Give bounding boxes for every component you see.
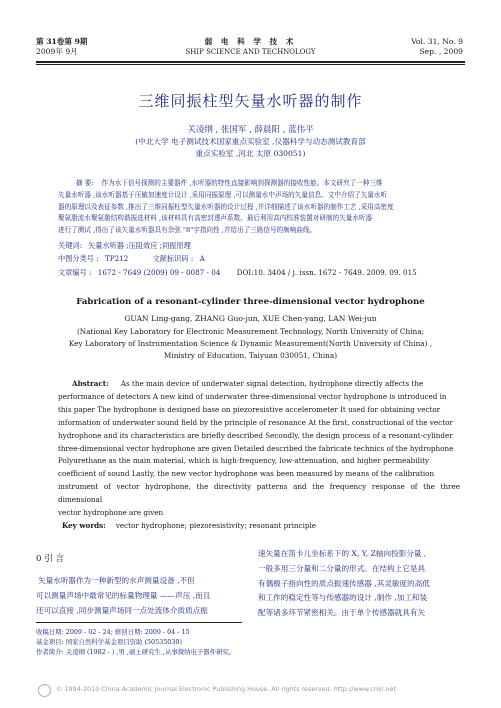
date-cn: 2009年 9月 <box>36 47 78 56</box>
abstract-en-line: Polyurethane as the main material, which is high-frequency, low-attenuation, and higher permeability <box>58 456 430 466</box>
body-line: 配等诸多环节紧密相关。由于单个传感器就具有矢 <box>258 608 426 618</box>
header-rule-thin <box>36 64 465 65</box>
keywords-en-label: Key words: <box>62 520 106 530</box>
copyright-footer: © 1994-2010 China Academic Journal Electronic Publishing House. All rights reserved. http://www.cnki.net <box>56 685 396 693</box>
authors-cn: 关凌纲 , 张国军 , 薛晨阳 , 蓝伟平 <box>187 125 314 135</box>
abstract-en-line: this paper The hydrophone is designed base on piezoresistive accelerometer It used for obtaining vector <box>58 404 441 414</box>
journal-issue-block <box>411 37 463 57</box>
abstract-en-line: instrument of vector hydrophone, the directivity patterns and the frequency response of the three dimensional <box>58 482 460 505</box>
body-line: 一般多用三分量和二分量的形式。在结构上它是具 <box>258 563 426 573</box>
footnote-line: 作者简介: 关凌纲 (1982 - ) ,男 ,硕士研究生 ,从事微纳电子器件研究。 <box>36 648 236 656</box>
affiliation-en-line-3: Ministry of Education, Taiyuan 030051, China) <box>163 351 338 360</box>
body-line: 矢量水听器作为一种新型的水声测量设备 ,不但 <box>38 576 195 585</box>
abstract-cn-line: 矢量水听器 ,该水听器基于压敏加速度计设计 ,采用同振原理 ,可以测量水中声场的矢量信息。文中介绍了矢量水听 <box>58 190 388 199</box>
header-rule <box>36 61 465 63</box>
volume-cn: 第 31卷第 9期 <box>36 37 88 46</box>
article-value: 1672 - 7649 (2009) 09 - 0087 - 04 <box>97 268 221 277</box>
journal-name-en: SHIP SCIENCE AND TECHNOLOGY <box>185 48 316 56</box>
body-line: 还可以直接 ,同步测量声场同一点处流体介质质点振 <box>36 605 208 615</box>
affiliation-en-line-1: (National Key Laboratory for Electronic Measurement Technology, North University of China; <box>76 327 425 336</box>
doc-label: 文献标识码 : <box>152 254 194 263</box>
abstract-en <box>58 378 460 533</box>
keywords-cn-text: 矢量水听器 ;压阻效应 ;同振原理 <box>88 241 191 250</box>
keywords-cn <box>58 241 191 251</box>
keywords-en-text: vector hydrophone; piezoresistivity; resonant principle <box>115 520 317 530</box>
abstract-en-line: hydrophone and its characteristics are briefly described Secondly, the design process of a resonant-cylinder <box>58 430 453 440</box>
footnote-line: 收稿日期: 2009 - 02 - 24; 修回日期: 2009 - 04 - 15 <box>36 628 190 636</box>
abstract-cn-label: 摘 要: <box>76 179 94 187</box>
body-line: 可以测量声场中最常见的标量物理量 ——声压 ,而且 <box>36 590 211 600</box>
body-line: 速矢量在笛卡儿坐标系下的 X, Y, Z轴向投影分量 , <box>258 549 427 558</box>
abstract-cn-line: 进行了测试 ,得出了该矢量水听器具有余弦 "8"字指向性 ,并给出了三路信号的频响曲线。 <box>58 226 317 235</box>
abstract-cn <box>58 178 460 237</box>
paper-title-cn: 三维同振柱型矢量水听器的制作 <box>138 92 363 110</box>
abstract-en-line: As the main device of underwater signal detection, hydrophone directly affects the <box>120 379 424 388</box>
footnote-line: 基金项目: 国家自然科学基金项目资助 (50535030) <box>36 638 182 646</box>
clc-label: 中图分类号 : <box>58 254 99 263</box>
footnote-rule <box>36 622 242 623</box>
cnki-logo-icon <box>38 684 51 697</box>
doc-value: A <box>199 254 205 263</box>
section-heading: 0 引 言 <box>36 554 65 564</box>
authors-en: GUAN Ling-gang, ZHANG Guo-jun, XUE Chen-yang, LAN Wei-jun <box>124 314 377 323</box>
clc-value: TP212 <box>104 254 129 263</box>
date-en: Sep. , 2009 <box>419 47 463 56</box>
abstract-cn-line: 摘 要: 作为水下信号探测的主要器件 ,水听器的特性直接影响到探测器的接收性能。本文研究了一种三维 <box>76 179 383 187</box>
classification-line <box>58 254 205 264</box>
affiliation-cn-line-2: 重点实验室 ,河北 太原 030051) <box>195 149 306 158</box>
body-right-column <box>258 547 466 621</box>
doi-value: DOI:10. 3404 / j. issn. 1672 - 7649. 2009. 09. 015 <box>236 268 417 277</box>
journal-name-cn: 弱 电 科 学 技 术 <box>204 37 297 46</box>
abstract-cn-line: 聚氨脂流水聚氨脂结构谐振选材料 ,该材料具有高密封透声系数。最后利用高内校准装置对研制的矢量水听器 <box>58 214 373 223</box>
affiliation-cn-line-1: (中北大学 电子测试技术国家重点实验室 ,仪器科学与动态测试教育部 <box>135 137 366 146</box>
volume-en: Vol. 31, No. 9 <box>411 37 463 46</box>
abstract-en-line: performance of detectors A new kind of underwater three-dimensional vector hydrophone is introduced in <box>58 391 447 401</box>
article-number-line <box>58 268 478 278</box>
footnote <box>36 627 266 657</box>
abstract-en-line: three-dimensional vector hydrophone are given Detailed described the fabricate technics of the hydrophone <box>58 443 454 453</box>
abstract-en-line: information of underwater sound field by the principle of resonance At the first, constructional of the vector <box>58 417 453 427</box>
article-label: 文章编号 : <box>58 268 92 277</box>
abstract-en-label: Abstract: <box>72 379 109 388</box>
paper-title-en: Fabrication of a resonant-cylinder three-dimensional vector hydrophone <box>76 297 425 307</box>
body-line: 和工作的稳定性等与传感器的设计 ,制作 ,加工和装 <box>258 593 428 603</box>
abstract-cn-line: 器的原理以及表征参数 ,推出了三维同振柱型矢量水听器的设计过程 ,并详细描述了该水听器的制作工艺 ,采用高密度 <box>58 202 394 211</box>
abstract-en-line: coefficient of sound Lastly, the new vector hydrophone was been measured by means of the calibration <box>58 469 435 479</box>
affiliation-en-line-2: Key Laboratory of Instrumentation Science & Dynamic Measurement(North University of China) , <box>68 339 433 348</box>
body-line: 有偶极子指向性的质点振速传感器 ,其灵敏度的高低 <box>258 578 430 588</box>
keywords-cn-label: 关键词: <box>58 241 82 250</box>
keywords-en <box>58 520 460 533</box>
abstract-en-line: vector hydrophone are given <box>58 508 164 518</box>
body-left-column <box>36 552 242 618</box>
